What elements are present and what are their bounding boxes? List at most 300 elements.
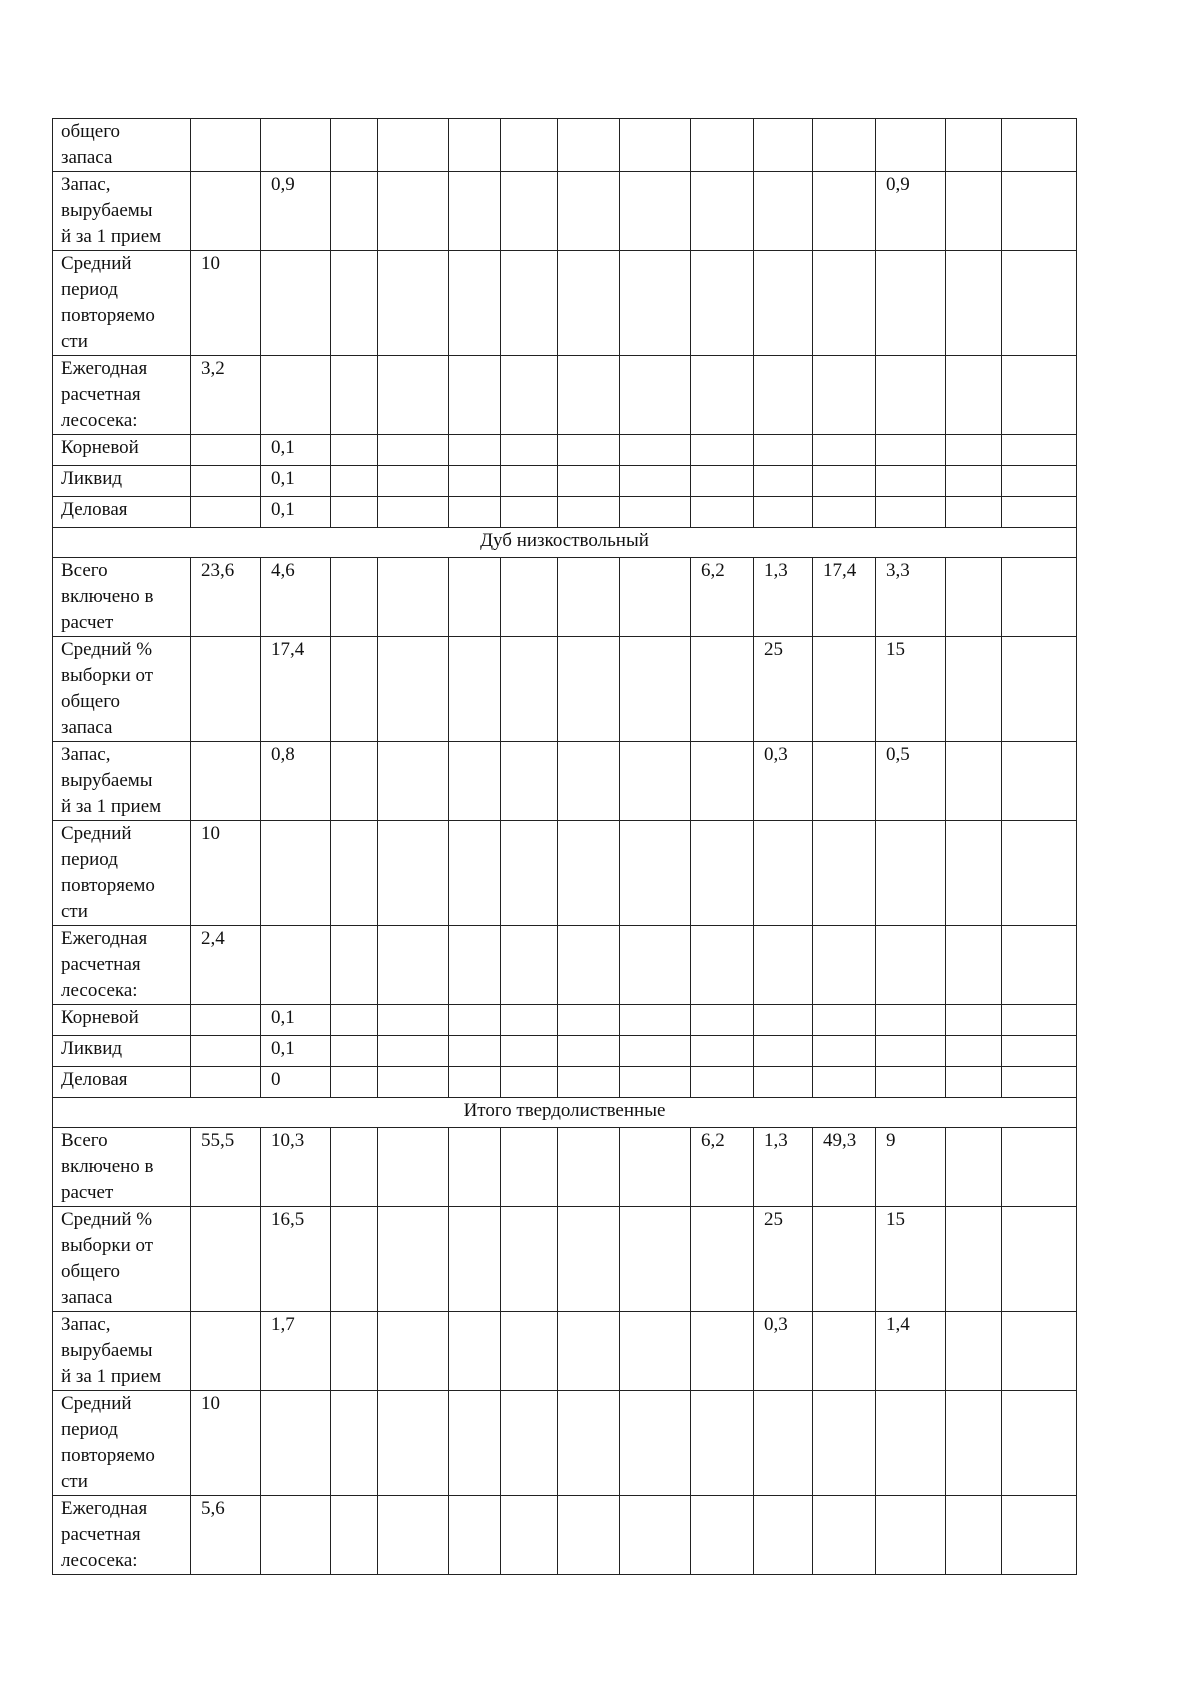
table-cell <box>558 172 620 251</box>
table-cell <box>449 637 501 742</box>
table-cell <box>620 119 691 172</box>
table-row <box>53 172 1077 251</box>
table-cell <box>754 1036 813 1067</box>
table-cell <box>813 119 876 172</box>
table-cell <box>501 435 558 466</box>
table-cell <box>449 172 501 251</box>
table-cell: 1,4 <box>876 1312 946 1391</box>
table-cell <box>620 1207 691 1312</box>
table-row <box>53 435 1077 466</box>
table-cell <box>378 1496 449 1575</box>
table-cell <box>191 742 261 821</box>
table-cell <box>946 466 1002 497</box>
table-cell: 0 <box>261 1067 331 1098</box>
table-cell <box>501 1312 558 1391</box>
table-cell <box>1002 466 1077 497</box>
table-cell <box>331 466 378 497</box>
table-cell <box>946 435 1002 466</box>
table-cell <box>1002 119 1077 172</box>
table-cell <box>191 1207 261 1312</box>
table-cell: 0,3 <box>754 1312 813 1391</box>
table-cell <box>501 1036 558 1067</box>
table-cell <box>946 1312 1002 1391</box>
table-cell <box>331 1128 378 1207</box>
table-row <box>53 1067 1077 1098</box>
table-cell <box>191 497 261 528</box>
table-cell <box>754 119 813 172</box>
table-cell <box>558 356 620 435</box>
table-cell <box>378 1036 449 1067</box>
table-cell <box>620 637 691 742</box>
table-cell <box>378 821 449 926</box>
table-cell <box>261 926 331 1005</box>
table-cell <box>558 466 620 497</box>
table-cell <box>691 497 754 528</box>
table-cell <box>558 119 620 172</box>
table-cell <box>1002 1312 1077 1391</box>
table-cell: 10 <box>191 821 261 926</box>
section-row <box>53 528 1077 558</box>
table-row <box>53 1005 1077 1036</box>
table-cell <box>449 497 501 528</box>
table-cell <box>946 356 1002 435</box>
table-cell <box>501 1391 558 1496</box>
table-cell <box>449 558 501 637</box>
table-cell <box>378 435 449 466</box>
table-cell <box>1002 435 1077 466</box>
table-cell <box>449 1067 501 1098</box>
table-cell <box>946 1036 1002 1067</box>
table-cell <box>378 1312 449 1391</box>
table-cell: 0,1 <box>261 435 331 466</box>
table-cell: 0,9 <box>261 172 331 251</box>
table-cell <box>558 1312 620 1391</box>
table-row <box>53 356 1077 435</box>
table-cell <box>558 821 620 926</box>
table-cell <box>331 172 378 251</box>
table-row <box>53 637 1077 742</box>
table-cell <box>813 172 876 251</box>
table-row <box>53 119 1077 172</box>
table-cell <box>754 251 813 356</box>
table-row <box>53 1207 1077 1312</box>
table-cell <box>378 742 449 821</box>
table-cell <box>261 821 331 926</box>
table-cell <box>876 1005 946 1036</box>
table-cell <box>378 1005 449 1036</box>
table-cell: 10 <box>191 251 261 356</box>
table-cell <box>191 1067 261 1098</box>
table-cell <box>620 466 691 497</box>
table-cell <box>620 356 691 435</box>
table-cell <box>558 497 620 528</box>
table-row <box>53 1312 1077 1391</box>
table-cell <box>558 251 620 356</box>
table-cell <box>813 1067 876 1098</box>
row-label: Средний период повторяемо сти <box>53 251 191 356</box>
table-cell <box>876 926 946 1005</box>
table-cell <box>449 356 501 435</box>
table-cell: 0,8 <box>261 742 331 821</box>
table-cell <box>691 821 754 926</box>
table-cell <box>558 637 620 742</box>
table-body <box>53 119 1077 1575</box>
table-cell <box>876 1036 946 1067</box>
table-cell <box>449 251 501 356</box>
table-cell <box>813 1207 876 1312</box>
table-cell: 0,1 <box>261 1005 331 1036</box>
table-cell <box>191 1312 261 1391</box>
table-cell <box>620 1005 691 1036</box>
table-cell <box>946 1391 1002 1496</box>
table-cell <box>754 1005 813 1036</box>
table-cell <box>261 251 331 356</box>
table-cell <box>378 251 449 356</box>
table-cell <box>331 1067 378 1098</box>
table-cell <box>331 1036 378 1067</box>
table-cell: 1,3 <box>754 558 813 637</box>
table-cell <box>813 466 876 497</box>
table-cell <box>754 1067 813 1098</box>
table-cell <box>691 1067 754 1098</box>
table-row <box>53 1128 1077 1207</box>
table-cell <box>449 466 501 497</box>
table-cell <box>813 356 876 435</box>
table-cell <box>876 1496 946 1575</box>
table-cell <box>558 435 620 466</box>
table-cell <box>691 1312 754 1391</box>
table-cell <box>876 251 946 356</box>
table-cell: 0,1 <box>261 1036 331 1067</box>
table-cell <box>813 1036 876 1067</box>
table-cell <box>331 637 378 742</box>
table-cell <box>946 119 1002 172</box>
table-cell <box>449 821 501 926</box>
row-label: Средний период повторяемо сти <box>53 1391 191 1496</box>
table-cell <box>191 637 261 742</box>
table-cell <box>876 356 946 435</box>
table-cell: 1,3 <box>754 1128 813 1207</box>
table-cell <box>449 926 501 1005</box>
table-cell <box>813 251 876 356</box>
table-cell <box>261 356 331 435</box>
table-cell <box>946 926 1002 1005</box>
table-cell <box>1002 1005 1077 1036</box>
table-cell <box>946 1005 1002 1036</box>
table-cell <box>1002 1036 1077 1067</box>
row-label: Средний % выборки от общего запаса <box>53 1207 191 1312</box>
table-cell <box>449 1391 501 1496</box>
table-cell: 3,3 <box>876 558 946 637</box>
row-label: Ликвид <box>53 1036 191 1067</box>
table-cell <box>449 1496 501 1575</box>
felling-calculation-table <box>52 118 1077 1575</box>
table-cell <box>449 435 501 466</box>
table-cell <box>691 1391 754 1496</box>
table-cell <box>754 435 813 466</box>
row-label: Запас, вырубаемы й за 1 прием <box>53 1312 191 1391</box>
table-cell <box>378 926 449 1005</box>
table-cell <box>754 821 813 926</box>
section-row <box>53 1098 1077 1128</box>
table-cell <box>754 172 813 251</box>
table-cell <box>501 172 558 251</box>
table-cell <box>946 1067 1002 1098</box>
table-cell <box>191 119 261 172</box>
table-row <box>53 558 1077 637</box>
table-cell <box>620 172 691 251</box>
table-cell <box>876 821 946 926</box>
table-cell <box>754 1496 813 1575</box>
table-cell <box>1002 637 1077 742</box>
row-label: Деловая <box>53 497 191 528</box>
table-cell <box>331 1207 378 1312</box>
table-cell <box>558 1128 620 1207</box>
table-cell <box>946 742 1002 821</box>
table-cell <box>620 1036 691 1067</box>
table-cell <box>449 1312 501 1391</box>
table-cell <box>946 1128 1002 1207</box>
table-cell: 0,3 <box>754 742 813 821</box>
table-cell <box>620 1312 691 1391</box>
table-cell <box>378 356 449 435</box>
table-cell <box>946 172 1002 251</box>
table-cell <box>754 497 813 528</box>
table-cell <box>691 435 754 466</box>
table-cell <box>501 637 558 742</box>
table-cell: 15 <box>876 637 946 742</box>
table-cell: 0,5 <box>876 742 946 821</box>
table-cell <box>501 926 558 1005</box>
table-cell <box>620 558 691 637</box>
table-cell <box>620 1391 691 1496</box>
table-cell: 4,6 <box>261 558 331 637</box>
table-cell: 49,3 <box>813 1128 876 1207</box>
table-cell <box>813 1005 876 1036</box>
section-header: Дуб низкоствольный <box>53 528 1077 558</box>
table-cell <box>813 435 876 466</box>
row-label: Ежегодная расчетная лесосека: <box>53 926 191 1005</box>
row-label: Ликвид <box>53 466 191 497</box>
table-cell <box>1002 926 1077 1005</box>
row-label: Запас, вырубаемы й за 1 прием <box>53 742 191 821</box>
table-cell <box>1002 821 1077 926</box>
table-cell <box>620 435 691 466</box>
table-cell <box>191 435 261 466</box>
table-cell <box>691 251 754 356</box>
table-cell <box>620 251 691 356</box>
table-cell <box>558 1496 620 1575</box>
table-cell: 1,7 <box>261 1312 331 1391</box>
table-cell <box>946 821 1002 926</box>
table-cell <box>620 1496 691 1575</box>
table-cell <box>813 497 876 528</box>
table-cell <box>620 926 691 1005</box>
row-label: Средний период повторяемо сти <box>53 821 191 926</box>
table-cell: 25 <box>754 637 813 742</box>
table-row <box>53 1496 1077 1575</box>
table-cell <box>449 1128 501 1207</box>
section-header: Итого твердолиственные <box>53 1098 1077 1128</box>
table-cell: 2,4 <box>191 926 261 1005</box>
table-cell: 6,2 <box>691 558 754 637</box>
table-cell <box>876 466 946 497</box>
row-label: Ежегодная расчетная лесосека: <box>53 1496 191 1575</box>
table-cell <box>813 1312 876 1391</box>
table-cell <box>813 821 876 926</box>
table-cell <box>620 1067 691 1098</box>
table-row <box>53 1036 1077 1067</box>
table-cell: 0,1 <box>261 497 331 528</box>
table-cell <box>1002 1067 1077 1098</box>
table-cell: 6,2 <box>691 1128 754 1207</box>
table-row <box>53 926 1077 1005</box>
table-cell: 9 <box>876 1128 946 1207</box>
table-cell: 3,2 <box>191 356 261 435</box>
table-cell <box>946 1207 1002 1312</box>
table-cell <box>378 1391 449 1496</box>
row-label: Деловая <box>53 1067 191 1098</box>
table-cell <box>331 435 378 466</box>
table-cell <box>1002 251 1077 356</box>
table-cell <box>191 466 261 497</box>
table-cell <box>558 1207 620 1312</box>
table-cell <box>331 356 378 435</box>
table-cell: 23,6 <box>191 558 261 637</box>
table-cell <box>754 466 813 497</box>
table-cell: 55,5 <box>191 1128 261 1207</box>
table-cell <box>754 356 813 435</box>
table-cell <box>691 119 754 172</box>
table-cell <box>261 1496 331 1575</box>
table-cell <box>501 821 558 926</box>
table-cell <box>1002 497 1077 528</box>
table-cell <box>378 558 449 637</box>
table-cell <box>1002 1391 1077 1496</box>
table-cell <box>378 172 449 251</box>
row-label: Всего включено в расчет <box>53 1128 191 1207</box>
table-cell <box>691 172 754 251</box>
table-cell: 16,5 <box>261 1207 331 1312</box>
table-cell <box>501 1496 558 1575</box>
table-cell <box>331 742 378 821</box>
table-cell: 5,6 <box>191 1496 261 1575</box>
table-cell <box>876 497 946 528</box>
table-cell <box>501 119 558 172</box>
table-cell <box>691 466 754 497</box>
row-label: Корневой <box>53 1005 191 1036</box>
table-cell <box>501 356 558 435</box>
table-cell <box>449 1036 501 1067</box>
table-cell <box>558 1391 620 1496</box>
table-cell <box>449 742 501 821</box>
table-cell <box>331 497 378 528</box>
table-cell <box>691 1005 754 1036</box>
table-cell <box>378 466 449 497</box>
table-cell <box>691 1036 754 1067</box>
table-row <box>53 497 1077 528</box>
row-label: Средний % выборки от общего запаса <box>53 637 191 742</box>
table-cell <box>691 356 754 435</box>
table-cell <box>813 637 876 742</box>
table-cell <box>331 821 378 926</box>
table-cell: 17,4 <box>813 558 876 637</box>
table-cell <box>501 1128 558 1207</box>
table-row <box>53 251 1077 356</box>
table-row <box>53 821 1077 926</box>
table-cell: 10 <box>191 1391 261 1496</box>
table-cell <box>331 1496 378 1575</box>
table-cell <box>501 742 558 821</box>
row-label: Всего включено в расчет <box>53 558 191 637</box>
table-cell <box>191 172 261 251</box>
table-cell <box>1002 1128 1077 1207</box>
table-cell <box>191 1036 261 1067</box>
table-cell <box>501 1005 558 1036</box>
table-cell <box>876 435 946 466</box>
table-cell <box>331 558 378 637</box>
table-cell <box>1002 356 1077 435</box>
table-cell <box>946 558 1002 637</box>
table-cell <box>501 558 558 637</box>
table-cell <box>501 1207 558 1312</box>
table-cell <box>558 1005 620 1036</box>
table-cell <box>813 742 876 821</box>
table-cell <box>1002 742 1077 821</box>
table-cell <box>620 821 691 926</box>
table-cell <box>331 1005 378 1036</box>
table-cell <box>558 558 620 637</box>
row-label: общего запаса <box>53 119 191 172</box>
table-cell <box>1002 172 1077 251</box>
table-row <box>53 466 1077 497</box>
table-cell <box>1002 1207 1077 1312</box>
table-cell <box>378 119 449 172</box>
table-cell <box>754 1391 813 1496</box>
table-cell <box>331 1312 378 1391</box>
table-cell <box>691 637 754 742</box>
table-cell <box>946 497 1002 528</box>
table-cell <box>331 119 378 172</box>
table-cell: 25 <box>754 1207 813 1312</box>
table-cell <box>813 1496 876 1575</box>
table-cell <box>946 251 1002 356</box>
table-cell <box>620 1128 691 1207</box>
table-cell <box>813 926 876 1005</box>
table-cell <box>378 637 449 742</box>
table-cell <box>501 466 558 497</box>
table-cell: 0,1 <box>261 466 331 497</box>
table-cell <box>449 1207 501 1312</box>
row-label: Запас, вырубаемы й за 1 прием <box>53 172 191 251</box>
table-cell <box>876 119 946 172</box>
table-cell <box>813 1391 876 1496</box>
table-cell <box>378 1067 449 1098</box>
row-label: Ежегодная расчетная лесосека: <box>53 356 191 435</box>
table-cell <box>261 119 331 172</box>
table-cell <box>558 926 620 1005</box>
row-label: Корневой <box>53 435 191 466</box>
table-cell <box>691 926 754 1005</box>
table-cell <box>558 1036 620 1067</box>
table-row <box>53 1391 1077 1496</box>
table-cell <box>691 1496 754 1575</box>
table-cell <box>378 1128 449 1207</box>
table-cell: 17,4 <box>261 637 331 742</box>
table-cell <box>331 926 378 1005</box>
table-cell <box>331 251 378 356</box>
table-cell <box>754 926 813 1005</box>
